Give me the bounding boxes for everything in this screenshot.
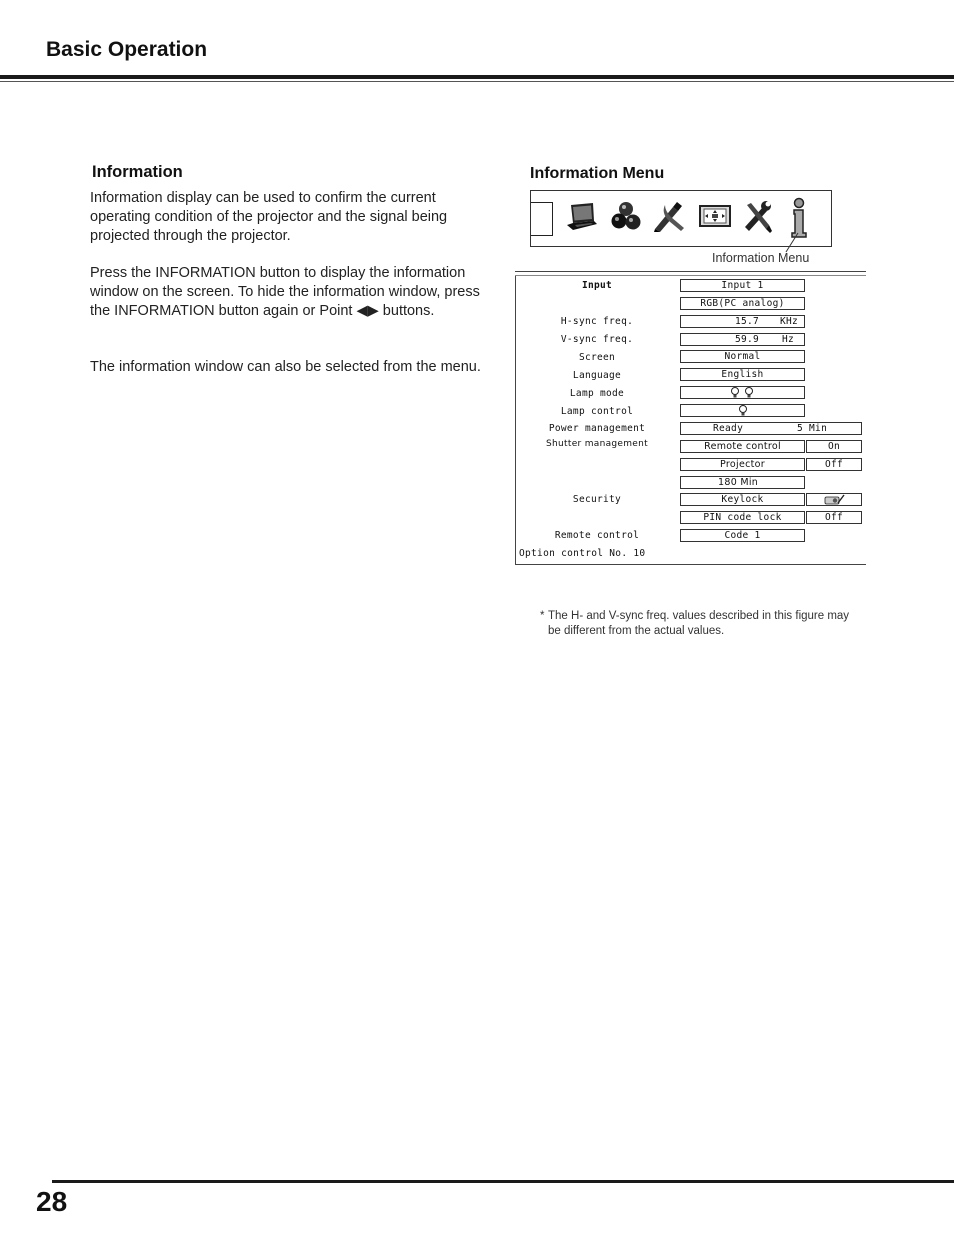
page-number: 28 bbox=[36, 1186, 68, 1217]
value-security-keylock bbox=[680, 493, 805, 506]
label-shutter-management: Shutter management bbox=[546, 439, 648, 449]
value-shutter-time bbox=[680, 476, 805, 489]
value-security-keylock-text: Keylock bbox=[721, 494, 764, 505]
value-input bbox=[680, 279, 805, 292]
value-security-pin-state-text: Off bbox=[824, 512, 844, 523]
label-input: Input bbox=[581, 280, 613, 291]
menu-figure-heading: Information Menu bbox=[530, 165, 665, 182]
value-keylock-state bbox=[806, 493, 862, 506]
value-shutter-time-text: 180 Min bbox=[718, 477, 759, 488]
value-shutter-projector bbox=[680, 458, 805, 471]
value-shutter-remote-text: Remote control bbox=[704, 441, 781, 452]
label-security: Security bbox=[572, 494, 622, 505]
value-power-management bbox=[680, 422, 862, 435]
pencil-brush-icon bbox=[651, 199, 687, 235]
lamp-bulb-icon bbox=[738, 405, 748, 416]
value-shutter-projector-text: Projector bbox=[720, 459, 765, 470]
value-hsync-number: 15.7 bbox=[735, 316, 760, 327]
value-shutter-projector-state-text: Off bbox=[824, 459, 844, 470]
screen-adjust-icon bbox=[697, 199, 733, 235]
laptop-icon bbox=[563, 199, 599, 235]
value-signal-text: RGB(PC analog) bbox=[700, 298, 785, 309]
value-signal bbox=[680, 297, 805, 310]
value-shutter-remote bbox=[680, 440, 805, 453]
value-security-pin bbox=[680, 511, 805, 524]
value-vsync-number: 59.9 bbox=[735, 334, 760, 345]
projector-keylock-icon bbox=[824, 494, 846, 505]
paragraph-2: Press the INFORMATION button to display the information window on the screen. To hide the information window, press the INFORMATION button again or Point ◀▶ buttons. bbox=[90, 265, 480, 319]
footnote-text: The H- and V-sync freq. values described in this figure may be different from the actual values. bbox=[548, 610, 850, 637]
value-power-state: Ready bbox=[713, 423, 744, 434]
paragraph-3: The information window can also be selected from the menu. bbox=[90, 359, 481, 375]
value-remote-control bbox=[680, 529, 805, 542]
label-option-control: Option control No. 10 bbox=[519, 548, 646, 559]
label-lamp-control: Lamp control bbox=[560, 406, 634, 417]
footnote bbox=[540, 609, 860, 639]
label-remote-control: Remote control bbox=[554, 530, 640, 541]
callout-label: Information Menu bbox=[712, 251, 810, 265]
label-hsync: H-sync freq. bbox=[560, 316, 634, 327]
value-hsync bbox=[680, 315, 805, 328]
value-shutter-projector-state bbox=[806, 458, 862, 471]
value-vsync bbox=[680, 333, 805, 346]
value-language-text: English bbox=[721, 369, 764, 380]
value-language bbox=[680, 368, 805, 381]
label-vsync: V-sync freq. bbox=[560, 334, 634, 345]
footnote-asterisk: * bbox=[540, 610, 545, 622]
footer-rule bbox=[52, 1180, 954, 1183]
value-power-time: 5 Min bbox=[797, 423, 828, 434]
value-hsync-unit: KHz bbox=[779, 316, 798, 327]
menu-bar-segment bbox=[531, 202, 553, 236]
lamp-bulb-icon bbox=[744, 387, 754, 398]
header-rule-thick bbox=[0, 75, 954, 79]
lamp-bulb-icon bbox=[730, 387, 740, 398]
value-lamp-control bbox=[680, 404, 805, 417]
label-screen: Screen bbox=[578, 352, 616, 363]
value-screen bbox=[680, 350, 805, 363]
page-header-title: Basic Operation bbox=[46, 38, 208, 61]
value-shutter-remote-state bbox=[806, 440, 862, 453]
information-window bbox=[515, 276, 866, 565]
info-window-rule-1 bbox=[515, 271, 866, 272]
value-remote-control-text: Code 1 bbox=[724, 530, 761, 541]
value-screen-text: Normal bbox=[724, 351, 761, 362]
section-heading: Information bbox=[92, 163, 183, 181]
paragraph-1: Information display can be used to confirm the current operating condition of the projector and the signal being projected through the projector. bbox=[90, 190, 448, 244]
value-shutter-remote-state-text: On bbox=[827, 441, 841, 452]
wrench-screwdriver-icon bbox=[739, 199, 775, 235]
value-security-pin-text: PIN code lock bbox=[703, 512, 782, 523]
value-vsync-unit: Hz bbox=[781, 334, 794, 345]
label-lamp-mode: Lamp mode bbox=[569, 388, 625, 399]
color-balls-icon bbox=[609, 199, 645, 235]
value-lamp-mode bbox=[680, 386, 805, 399]
label-language: Language bbox=[572, 370, 622, 381]
value-security-pin-state bbox=[806, 511, 862, 524]
label-power-management: Power management bbox=[548, 423, 646, 434]
value-input-text: Input 1 bbox=[721, 280, 764, 291]
header-rule-thin bbox=[0, 81, 954, 82]
